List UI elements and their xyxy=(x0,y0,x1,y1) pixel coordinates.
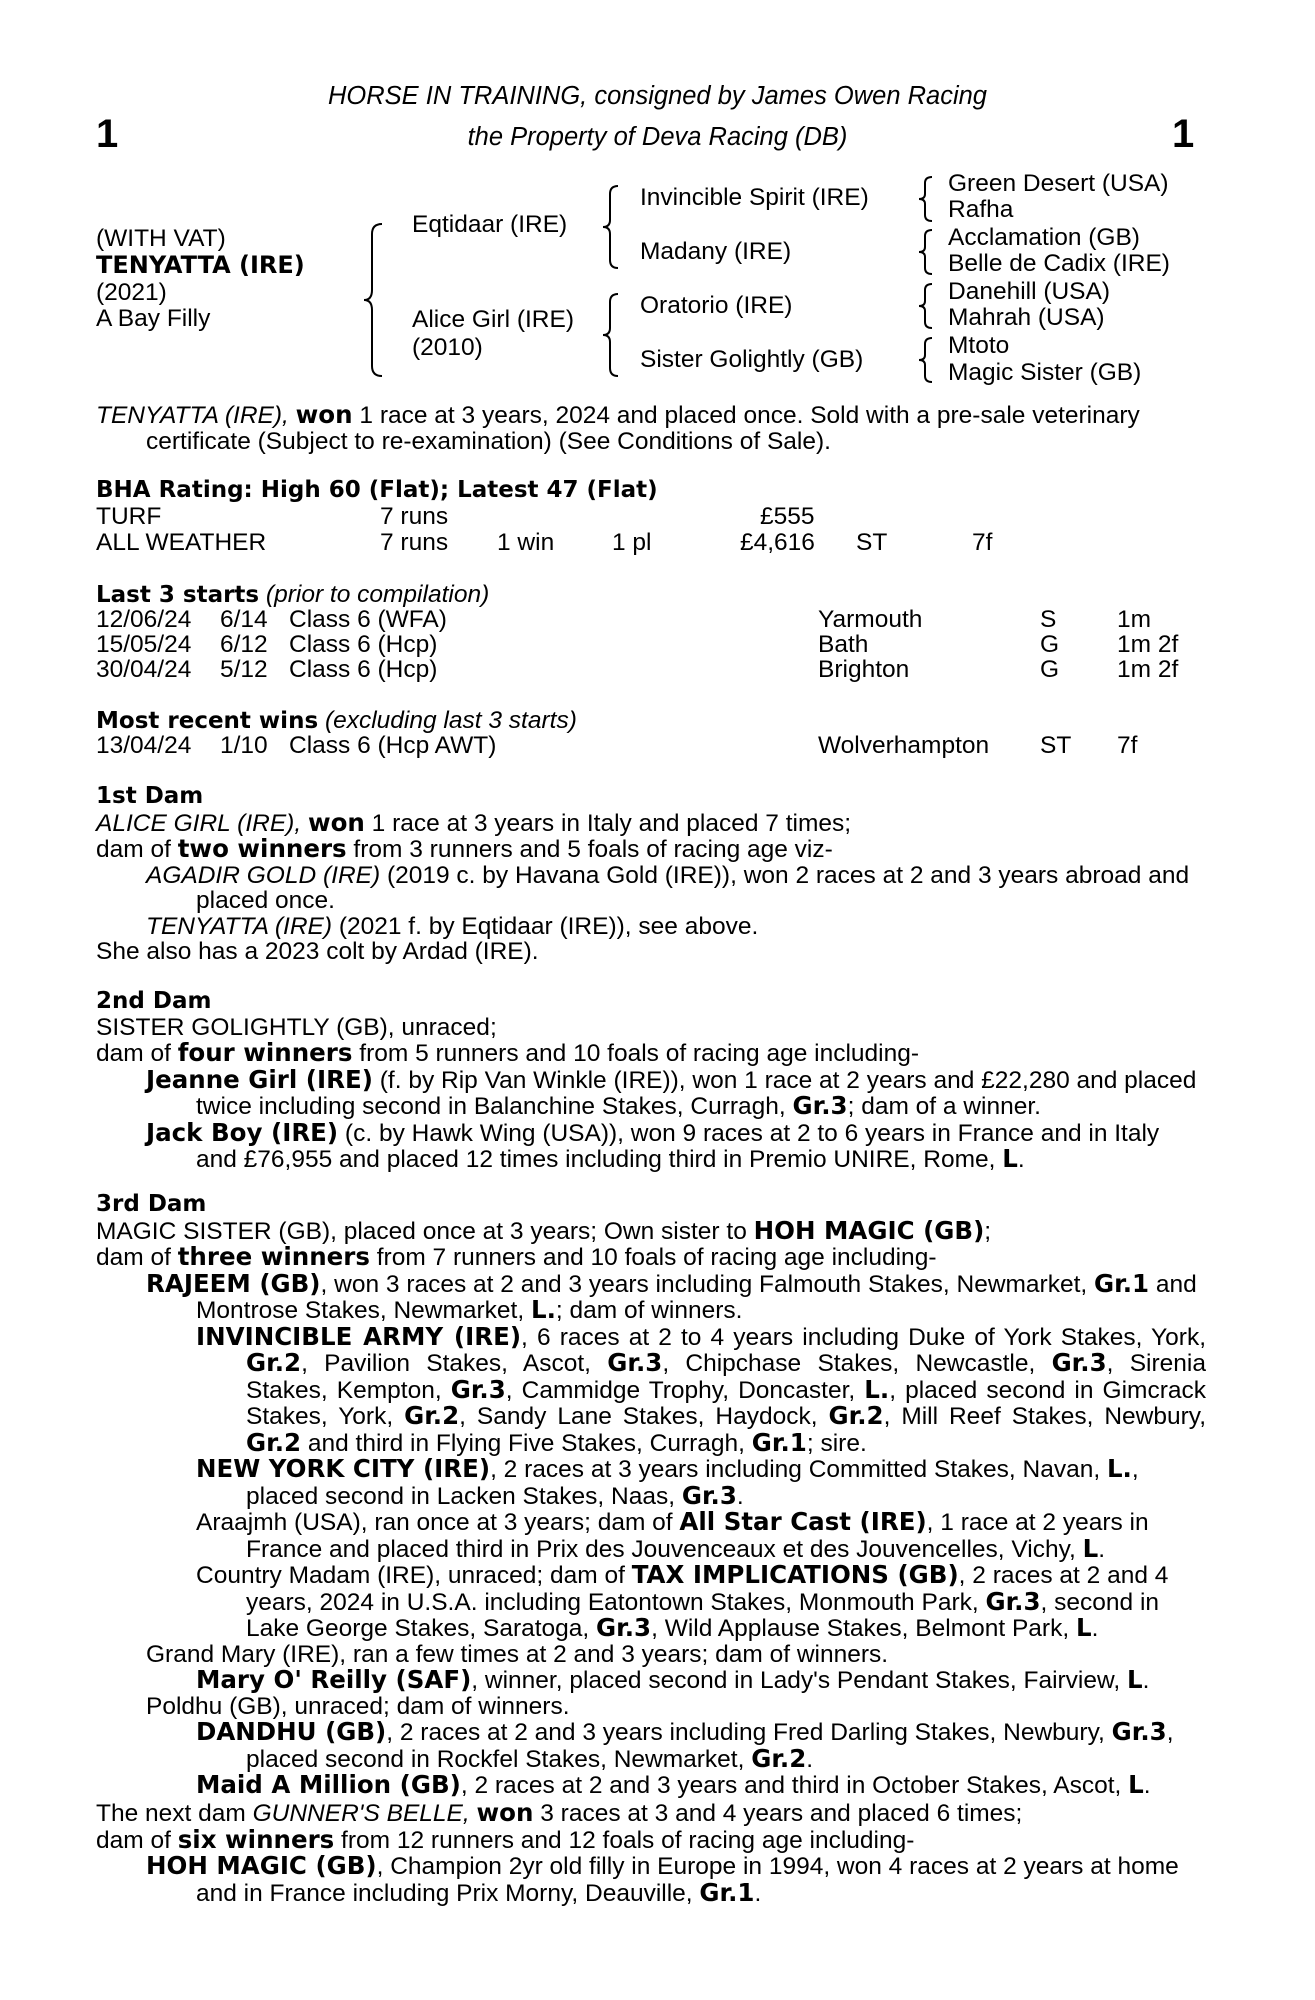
pedigree-brace-main xyxy=(360,220,390,380)
pedigree-sdd: Belle de Cadix (IRE) xyxy=(948,250,1170,277)
pedigree-dsd: Mahrah (USA) xyxy=(948,304,1105,331)
pedigree-ddd: Magic Sister (GB) xyxy=(948,359,1142,386)
bha-rating-title: BHA Rating: High 60 (Flat); Latest 47 (Flat) xyxy=(96,477,658,503)
horse-year: (2021) xyxy=(96,279,167,306)
first-dam-section: 1st Dam ALICE GIRL (IRE), won 1 race at 3 years in Italy and placed 7 times; dam of two winners from 3 runners and 5 foals of racing age viz- AGADIR GOLD (IRE) (2019 c. by Havana Gold (IRE)), won 2 races at 2 and 3 years abroad and placed once. TENYATTA (IRE) (2021 f. by Eqtidaar (IRE)), see above. She also has a 2023 colt by Ardad (IRE). xyxy=(96,783,1190,965)
next-dam-section: The next dam GUNNER'S BELLE, won 3 races at 3 and 4 years and placed 6 times; dam of six winners from 12 runners and 12 foals of racing age including- HOH MAGIC (GB), Champion 2yr old filly in Europe in 1994, won 4 races at 2 years at home and in France including Prix Morny, Deauville, Gr.1. xyxy=(96,1798,1179,1907)
pedigree-brace-dam xyxy=(600,290,624,380)
second-dam-section: 2nd Dam SISTER GOLIGHTLY (GB), unraced; dam of four winners from 5 runners and 10 foals of racing age including- Jeanne Girl (IRE) (f. by Rip Van Winkle (IRE)), won 1 race at 2 years and £22,280 and placed twice including second in Balanchine Stakes, Curragh, Gr.3; dam of a winner. Jack Boy (IRE) (c. by Hawk Wing (USA)), won 9 races at 2 to 6 years in France and in Italy and £76,955 and placed 12 times including third in Premio UNIRE, Rome, L. xyxy=(96,988,1197,1173)
pedigree-brace-sire xyxy=(600,182,624,272)
vat-note: (WITH VAT) xyxy=(96,225,226,252)
pedigree-dss: Danehill (USA) xyxy=(948,278,1111,305)
header-consignor: HORSE IN TRAINING, consigned by James Owen Racing xyxy=(328,82,987,110)
pedigree-sss: Green Desert (USA) xyxy=(948,170,1169,197)
last3-title: Last 3 starts (prior to compilation) xyxy=(96,581,490,608)
horse-description: A Bay Filly xyxy=(96,305,211,332)
lot-number-right: 1 xyxy=(1172,112,1195,156)
pedigree-dam-sire: Oratorio (IRE) xyxy=(640,292,793,319)
pedigree-sire-dam: Madany (IRE) xyxy=(640,238,792,265)
recent-wins-title: Most recent wins (excluding last 3 starts) xyxy=(96,707,577,734)
pedigree-sds: Acclamation (GB) xyxy=(948,224,1140,251)
race-summary: TENYATTA (IRE), won 1 race at 3 years, 2024 and placed once. Sold with a pre-sale veterinary certificate (Subject to re-examination) (See Conditions of Sale). xyxy=(96,400,1140,455)
pedigree-dam: Alice Girl (IRE) xyxy=(412,306,574,333)
pedigree-brace-ss xyxy=(916,174,938,224)
pedigree-brace-ds xyxy=(916,281,938,331)
third-dam-section: 3rd Dam MAGIC SISTER (GB), placed once at 3 years; Own sister to HOH MAGIC (GB); dam of three winners from 7 runners and 10 foals of racing age including- RAJEEM (GB), won 3 races at 2 and 3 years including Falmouth Stakes, Newmarket, Gr.1 and Montrose Stakes, Newmarket, L.; dam of winners. INVINCIBLE ARMY (IRE), 6 races at 2 to 4 years including Duke of York Stakes, York, Gr.2, Pavilion Stakes, Ascot, Gr.3, Chipchase Stakes, Newcastle, Gr.3, Sirenia Stakes, Kempton, Gr.3, Cammidge Trophy, Doncaster, L., placed second in Gimcrack Stakes, York, Gr.2, Sandy Lane Stakes, Haydock, Gr.2, Mill Reef Stakes, Newbury, Gr.2 and third in Flying Five Stakes, Curragh, Gr.1; sire. NEW YORK CITY (IRE), 2 races at 3 years including Committed Stakes, Navan, L., placed second in Lacken Stakes, Naas, Gr.3. Araajmh (USA), ran once at 3 years; dam of All Star Cast (IRE), 1 race at 2 years in France and placed third in Prix des Jouvenceaux et des Jouvencelles, Vichy, L. Country Madam (IRE), unraced; dam of TAX IMPLICATIONS (GB), 2 races at 2 and 4 years, 2024 in U.S.A. including Eatontown Stakes, Monmouth Park, Gr.3, second in Lake George Stakes, Saratoga, Gr.3, Wild Applause Stakes, Belmont Park, L. Grand Mary (IRE), ran a few times at 2 and 3 years; dam of winners. Mary O' Reilly (SAF), winner, placed second in Lady's Pendant Stakes, Fairview, L. Poldhu (GB), unraced; dam of winners. DANDHU (GB), 2 races at 2 and 3 years including Fred Darling Stakes, Newbury, Gr.3, placed second in Rockfel Stakes, Newmarket, Gr.2. Maid A Million (GB), 2 races at 2 and 3 years and third in October Stakes, Ascot, L. xyxy=(96,1191,1206,1799)
pedigree-brace-sd xyxy=(916,227,938,277)
pedigree-ssd: Rafha xyxy=(948,196,1014,223)
pedigree-dam-dam: Sister Golightly (GB) xyxy=(640,346,864,373)
pedigree-sire-sire: Invincible Spirit (IRE) xyxy=(640,184,869,211)
pedigree-sire: Eqtidaar (IRE) xyxy=(412,211,568,238)
lot-number-left: 1 xyxy=(96,112,119,156)
header-property: the Property of Deva Racing (DB) xyxy=(467,123,848,151)
pedigree-dam-year: (2010) xyxy=(412,334,483,361)
pedigree-brace-dd xyxy=(916,335,938,385)
pedigree-dds: Mtoto xyxy=(948,332,1010,359)
horse-name: TENYATTA (IRE) xyxy=(96,251,305,279)
